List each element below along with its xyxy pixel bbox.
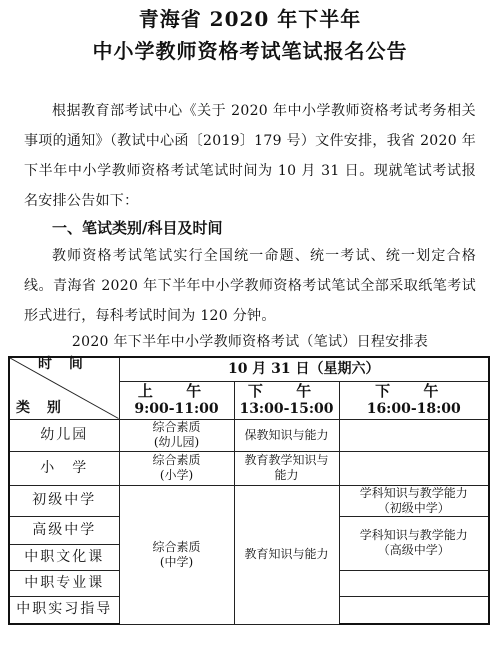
pr-morning-subject xyxy=(119,451,234,485)
date-row xyxy=(9,357,489,381)
session-label: 下 午 xyxy=(247,382,326,400)
ms-morning-subject xyxy=(119,485,234,624)
kg-morning-subject xyxy=(119,419,234,451)
table-caption: 2020 年下半年中小学教师资格考试（笔试）日程安排表 xyxy=(71,334,429,350)
category-senior: 高级中学 xyxy=(9,516,119,544)
intro-paragraph: 根据教育部考试中心《关于 2020 年中小学教师资格考试考务相关事项的通知》（教试中心函〔2019〕179 号）文件安排，我省 2020 年下半年中小学教师资格考试笔试时间为 10 月 31 日。现就笔试考试报名安排公告如下： xyxy=(24,103,476,209)
session-afternoon-2 xyxy=(339,381,489,419)
session-label: 下 午 xyxy=(375,382,453,400)
pr-afternoon-subject xyxy=(234,451,339,485)
subject-line: 综合素质 xyxy=(152,453,201,467)
subject-line: （高级中学） xyxy=(377,543,450,557)
subject-line: 教育教学知识与 xyxy=(244,453,329,467)
session-time: 9:00-11:00 xyxy=(134,401,219,417)
category-vocational-practice: 中职实习指导 xyxy=(9,596,119,624)
header-time-label: 时 间 xyxy=(38,356,89,372)
subject-line: (中学) xyxy=(159,554,194,569)
table-row-kindergarten xyxy=(9,419,489,451)
session-morning xyxy=(119,381,234,419)
subject-line: 学科知识与教学能力 xyxy=(359,528,468,542)
subject-line: 综合素质 xyxy=(152,420,201,434)
category-vocational-professional: 中职专业课 xyxy=(9,570,119,596)
table-row-primary xyxy=(9,451,489,485)
exam-date: 10 月 31 日（星期六） xyxy=(119,357,489,381)
session-time: 13:00-15:00 xyxy=(239,401,334,417)
subject-line: 能力 xyxy=(274,468,299,482)
exam-schedule-table xyxy=(8,356,490,625)
category-junior: 初级中学 xyxy=(9,485,119,516)
subject-line: 学科知识与教学能力 xyxy=(359,485,468,500)
section-1-body: 教师资格考试笔试实行全国统一命题、统一考试、统一划定合格线。青海省 2020 年下半年中小学教师资格考试笔试全部采取纸笔考试形式进行，每科考试时间为 120 分钟。 xyxy=(24,248,476,324)
title-line-2: 中小学教师资格考试笔试报名公告 xyxy=(92,39,408,63)
subject-line: (小学) xyxy=(159,468,194,482)
category-kindergarten: 幼儿园 xyxy=(9,419,119,451)
session-label: 上 午 xyxy=(137,382,216,400)
kg-afternoon-subject xyxy=(234,419,339,451)
session-afternoon-1 xyxy=(234,381,339,419)
vpr-late-subject xyxy=(339,596,489,624)
table-row-junior xyxy=(9,485,489,516)
corner-header-cell xyxy=(9,357,119,419)
subject-line: 综合素质 xyxy=(152,539,201,554)
subject-line: （初级中学） xyxy=(377,500,450,515)
sr-late-subject xyxy=(339,516,489,570)
ms-afternoon-subject xyxy=(234,485,339,624)
subject-line: (幼儿园) xyxy=(153,435,200,449)
header-category-label: 类 别 xyxy=(16,399,67,416)
subject-line: 保教知识与能力 xyxy=(244,427,329,442)
jr-late-subject xyxy=(339,485,489,516)
title-line-1: 青海省 2020 年下半年 xyxy=(138,7,362,31)
session-time: 16:00-18:00 xyxy=(366,401,461,417)
vp-late-subject xyxy=(339,570,489,596)
subject-line: 教育知识与能力 xyxy=(244,547,329,561)
category-vocational-culture: 中职文化课 xyxy=(9,544,119,570)
kg-late-subject xyxy=(339,419,489,451)
pr-late-subject xyxy=(339,451,489,485)
section-1-heading: 一、笔试类别/科目及时间 xyxy=(52,219,223,237)
category-primary: 小 学 xyxy=(9,451,119,485)
